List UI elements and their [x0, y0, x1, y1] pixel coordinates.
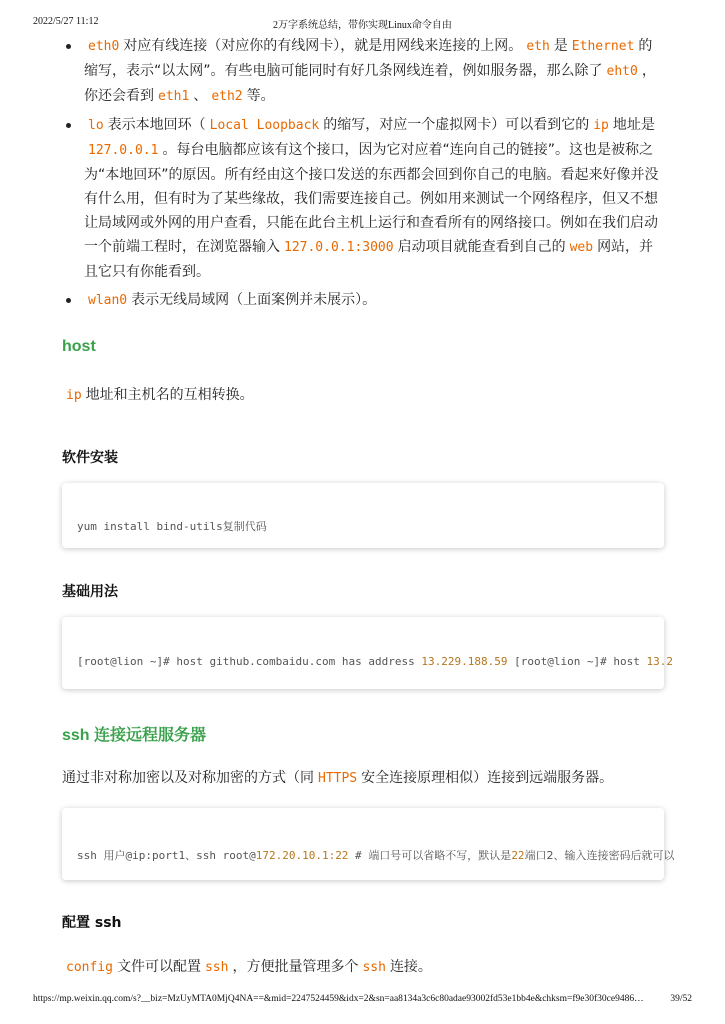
bullet-text: 表示无线局域网（上面案例并未展示）。 [131, 292, 377, 308]
inline-code: Ethernet [571, 39, 635, 54]
install-command: yum install bind-utils [77, 520, 223, 533]
print-footer [0, 994, 725, 1010]
ssh-comment-a: 端口号可以省略不写，默认是 [368, 849, 512, 862]
inline-code: eth1 [158, 89, 190, 104]
code-block-install[interactable] [62, 483, 664, 548]
inline-code: 127.0.0.1 [88, 143, 159, 158]
ssh-cmd-ip: 172.20.10.1:22 [255, 849, 349, 862]
ssh-description [62, 766, 672, 791]
usage-tail: 13.2 [646, 655, 674, 668]
inline-code: eth0 [88, 39, 120, 54]
inline-code: 127.0.0.1:3000 [284, 240, 394, 255]
inline-code-ssh-2: ssh [362, 960, 386, 975]
bullet-item [62, 113, 662, 284]
inline-code: web [569, 240, 594, 255]
inline-code-ssh: ssh [204, 960, 229, 975]
bullet-text: 等。 [246, 88, 275, 104]
ssh-desc-after: 安全连接原理相似）连接到远端服务器。 [361, 770, 614, 786]
bullet-text: ，你还会看到 [84, 63, 656, 104]
ssh-cmd-c: # [348, 849, 369, 862]
bullet-text: 地址是 [612, 117, 655, 133]
print-title: 2万字系统总结，带你实现Linux命令自由 [273, 20, 452, 31]
config-text-b: ，方便批量管理多个 [232, 959, 359, 975]
ssh-cmd-a: ssh [77, 849, 104, 862]
ssh-comment-num: 22 [511, 849, 525, 862]
host-description-text: 地址和主机名的互相转换。 [85, 387, 254, 403]
bullet-text: 网站，并且它只有你能看到。 [84, 239, 654, 280]
inline-code: lo [88, 118, 104, 133]
inline-code: Local Loopback [209, 118, 320, 133]
bullet-text: 启动项目就能查看到自己的 [397, 239, 566, 255]
print-url: https://mp.weixin.qq.com/s?__biz=MzUyMTA0MjQ4NA==&mid=2247524459&idx=2&sn=aa8134a3c6c80adae93002fd53e1bb4e&chksm=f9e30f30ce9486… [33, 994, 644, 1004]
ssh-desc-before: 通过非对称加密以及对称加密的方式（同 [62, 770, 314, 786]
config-text-a: 文件可以配置 [116, 959, 201, 975]
bullet-text: 的缩写，对应一个虚拟网卡）可以看到它的 [323, 117, 590, 133]
inline-code: eth [526, 39, 550, 54]
ssh-comment-b: 端口2、输入连接密码后就可以 [524, 849, 675, 862]
code-block-host-usage[interactable] [62, 617, 674, 689]
bullet-text: 表示本地回环（ [107, 117, 206, 133]
usage-prefix: [root@lion ~]# host github.combaidu.com has address [77, 655, 422, 668]
copy-code-button[interactable]: 复制代码 [222, 520, 267, 533]
interface-list [62, 34, 662, 317]
config-text-c: 连接。 [389, 959, 432, 975]
bullet-text: 。每台电脑都应该有这个接口，因为它对应着“连向自己的链接”。这也是被称之为“本地回环”的原因。所有经由这个接口发送的东西都会回到你自己的电脑。看起来好像并没有什么用，但有时为了某些缘故，我们需要连接自己。例如用来测试一个网络程序，但又不想让局域网或外网的用户查看，只能在此台主机上运行和查看所有的网络接口。例如在我们启动一个前端工程时，在浏览器输入 [84, 142, 659, 255]
usage-heading: 基础用法 [62, 584, 118, 600]
section-heading-ssh: ssh 连接远程服务器 [62, 727, 207, 744]
inline-code-https: HTTPS [318, 771, 358, 786]
bullet-dot [66, 298, 71, 303]
ssh-cmd-user: 用户 [103, 849, 126, 862]
print-date: 2022/5/27 11:12 [33, 16, 99, 27]
inline-code: eht0 [606, 64, 638, 79]
bullet-dot [66, 123, 71, 128]
bullet-text: 的缩写，表示“以太网”。有些电脑可能同时有好几条网线连着，例如服务器，那么除了 [84, 38, 653, 79]
config-description [62, 955, 672, 980]
inline-code: eth2 [211, 89, 243, 104]
code-block-ssh[interactable] [62, 808, 675, 880]
usage-ip: 13.229.188.59 [421, 655, 508, 668]
bullet-text: 对应有线连接（对应你的有线网卡），就是用网线来连接的上网。 [123, 38, 523, 54]
host-description [62, 383, 672, 408]
inline-code: ip [593, 118, 609, 133]
page-number: 39/52 [670, 994, 692, 1004]
ssh-cmd-b: @ip:port1、ssh root@ [125, 849, 256, 862]
bullet-item [62, 34, 662, 109]
bullet-text: 是 [553, 38, 568, 54]
print-header [0, 16, 725, 32]
install-heading: 软件安装 [62, 450, 118, 466]
bullet-text: 、 [193, 88, 208, 104]
config-heading: 配置 ssh [62, 915, 122, 931]
inline-code: wlan0 [88, 293, 128, 308]
bullet-dot [66, 44, 71, 49]
inline-code-config: config [66, 960, 113, 975]
bullet-item [62, 288, 662, 313]
usage-mid: [root@lion ~]# host [507, 655, 647, 668]
section-heading-host: host [62, 338, 96, 355]
inline-code: ip [66, 388, 82, 403]
